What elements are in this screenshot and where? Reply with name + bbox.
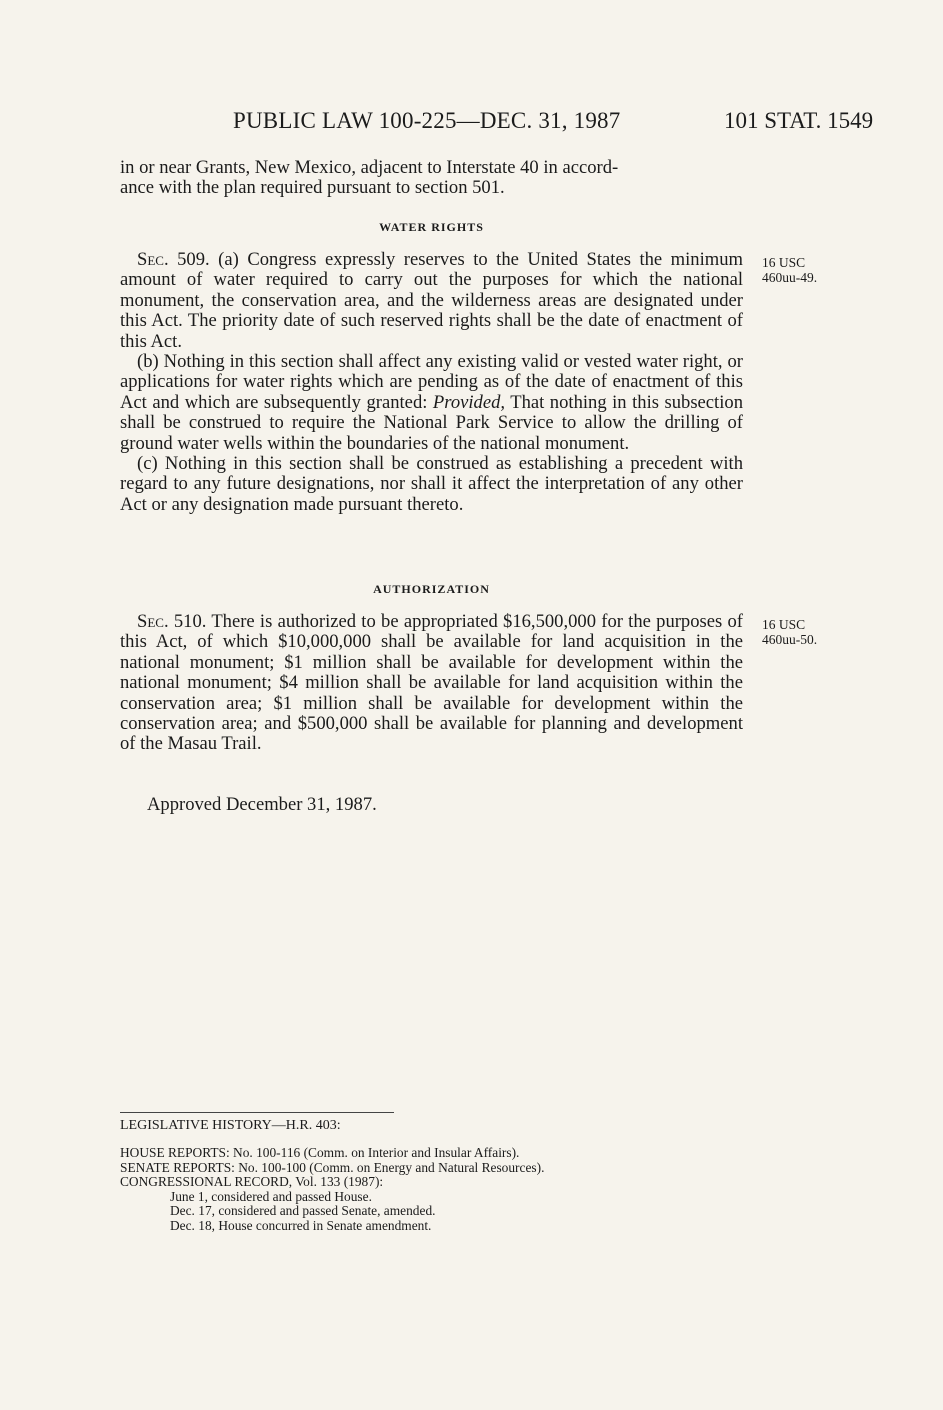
paragraph-text: 510. There is authorized to be appropriated $16,500,000 for the purposes of this Act, of which $10,000,000 shall be available for land acquisition in the national monument; $1 million shall be available for development within the national monument; $4 million shall be available for land acquisition within the conservation area; $1 million shall be available for development within the conservation area; and $500,000 shall be available for planning and development of the Masau Trail. xyxy=(120,611,743,755)
paragraph-509-c xyxy=(120,454,743,515)
section-510-text xyxy=(120,612,743,755)
paragraph-510 xyxy=(120,612,743,755)
section-heading-water-rights: WATER RIGHTS xyxy=(379,220,484,234)
section-509-text xyxy=(120,250,743,515)
margin-citation-510 xyxy=(762,617,852,647)
bleed-through-top xyxy=(150,2,910,16)
section-heading-authorization: AUTHORIZATION xyxy=(373,582,490,596)
running-header-title: PUBLIC LAW 100-225—DEC. 31, 1987 xyxy=(233,108,621,133)
history-line: HOUSE REPORTS: No. 100-116 (Comm. on Interior and Insular Affairs). xyxy=(120,1145,520,1160)
legislative-history-title: LEGISLATIVE HISTORY—H.R. 403: xyxy=(120,1118,341,1133)
page-number: 101 STAT. 1549 xyxy=(724,108,874,133)
intro-paragraph xyxy=(120,158,743,199)
paragraph-text: (b) Nothing in this section shall affect any existing valid or vested water right, or applications for water rights which are pending as of the date of enactment of this Act and which are subsequently granted: xyxy=(120,351,743,413)
approval-line: Approved December 31, 1987. xyxy=(147,794,377,815)
history-line: SENATE REPORTS: No. 100-100 (Comm. on Energy and Natural Resources). xyxy=(120,1159,545,1175)
paragraph-509-a xyxy=(120,250,743,352)
legislative-history-list xyxy=(120,1146,544,1234)
intro-line-2: ance with the plan required pursuant to section 501. xyxy=(120,177,505,199)
citation-line: 460uu-50. xyxy=(762,632,818,647)
sec-label: Sec. xyxy=(137,249,169,270)
paragraph-text: 509. (a) Congress expressly reserves to the United States the minimum amount of water required to carry out the purposes for which the national monument, the conservation area, and the wilderness areas are designated under this Act. The priority date of such reserved rights shall be the date of enactment of this Act. xyxy=(120,249,743,352)
footnote-divider xyxy=(120,1112,394,1113)
citation-line: 460uu-49. xyxy=(762,270,818,285)
paragraph-text: (c) Nothing in this section shall be construed as establishing a precedent with regard to any future designations, nor shall it affect the interpretation of any other Act or any designation made pursuant thereto. xyxy=(120,453,743,515)
history-line: CONGRESSIONAL RECORD, Vol. 133 (1987): xyxy=(120,1174,384,1190)
margin-citation-509 xyxy=(762,255,852,285)
provided-word: Provided, xyxy=(432,391,506,413)
history-subline: Dec. 18, House concurred in Senate amendment. xyxy=(170,1217,432,1233)
sec-label: Sec. xyxy=(137,611,169,632)
history-subline: June 1, considered and passed House. xyxy=(170,1188,372,1204)
intro-line-1: in or near Grants, New Mexico, adjacent to Interstate 40 in accord- xyxy=(120,157,619,178)
citation-line: 16 USC xyxy=(762,617,806,632)
citation-line: 16 USC xyxy=(762,255,806,270)
paragraph-509-b xyxy=(120,352,743,454)
paragraph-text: That nothing in this subsection shall be construed to require the National Park Service to allow the drilling of ground water wells within the boundaries of the national monument. xyxy=(120,391,743,454)
history-subline: Dec. 17, considered and passed Senate, amended. xyxy=(170,1203,436,1219)
